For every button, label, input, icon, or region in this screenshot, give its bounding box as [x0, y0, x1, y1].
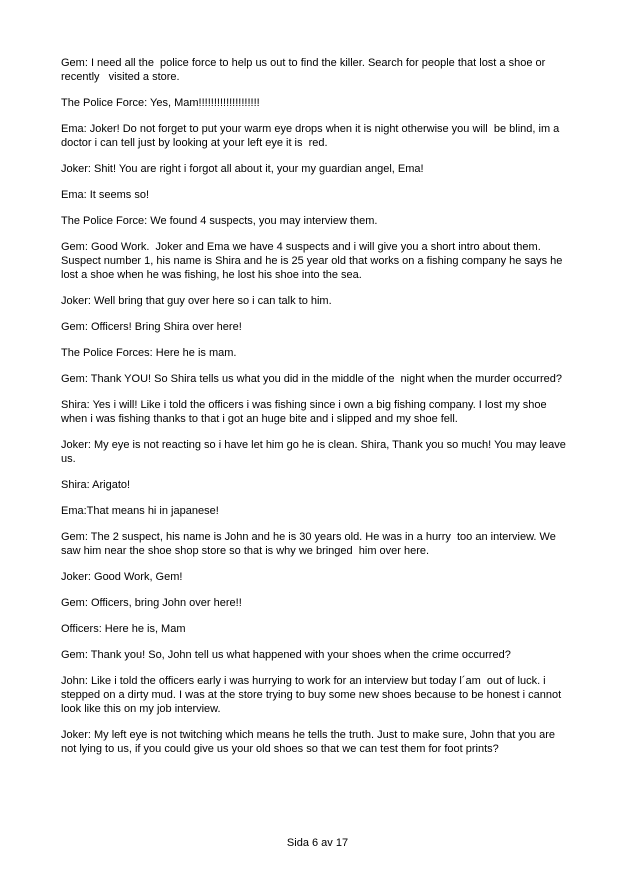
dialogue-line: Joker: My left eye is not twitching which means he tells the truth. Just to make sure, John that you are not lying to us, if you could give us your old shoes so that we can test them for foot prints? [61, 729, 559, 755]
dialogue-line: Gem: Good Work. Joker and Ema we have 4 suspects and i will give you a short intro about them. Suspect number 1, his name is Shira and he is 25 year old that works on a fishing company he says he lost a shoe when he was fishing, he lost his shoe into the sea. [61, 241, 566, 281]
dialogue-line: Gem: Thank you! So, John tell us what happened with your shoes when the crime occurred? [61, 649, 511, 661]
dialogue-line: Joker: Well bring that guy over here so i can talk to him. [61, 295, 332, 307]
dialogue-line: Shira: Arigato! [61, 479, 131, 491]
dialogue-line: The Police Force: Yes, Mam!!!!!!!!!!!!!!!!!!!! [61, 97, 260, 109]
dialogue-line: Gem: Officers! Bring Shira over here! [61, 321, 242, 333]
dialogue-line: Gem: I need all the police force to help us out to find the killer. Search for people that lost a shoe or recently visited a store. [61, 57, 549, 83]
page-number: Sida 6 av 17 [286, 837, 349, 849]
dialogue-line: John: Like i told the officers early i was hurrying to work for an interview but today l´am out of luck. i stepped on a dirty mud. I was at the store trying to buy some new shoes because to be honest i cannot look like this on my job interview. [61, 675, 565, 715]
dialogue-line: Gem: Thank YOU! So Shira tells us what you did in the middle of the night when the murder occurred? [61, 373, 562, 385]
dialogue-line: The Police Forces: Here he is mam. [61, 347, 237, 359]
dialogue-line: Ema:That means hi in japanese! [61, 505, 219, 517]
dialogue-line: Joker: Good Work, Gem! [61, 571, 183, 583]
dialogue-line: Ema: It seems so! [61, 189, 150, 201]
dialogue-line: Officers: Here he is, Mam [61, 623, 186, 635]
dialogue-body [61, 56, 573, 768]
dialogue-line: Gem: Officers, bring John over here!! [61, 597, 242, 609]
dialogue-line: Shira: Yes i will! Like i told the officers i was fishing since i own a big fishing company. I lost my shoe when i was fishing thanks to that i got an huge bite and i slipped and my shoe fell. [61, 399, 550, 425]
dialogue-line: Gem: The 2 suspect, his name is John and he is 30 years old. He was in a hurry too an interview. We saw him near the shoe shop store so that is why we bringed him over here. [61, 531, 559, 557]
dialogue-line: Joker: Shit! You are right i forgot all about it, your my guardian angel, Ema! [61, 163, 424, 175]
dialogue-line: The Police Force: We found 4 suspects, you may interview them. [61, 215, 378, 227]
dialogue-line: Ema: Joker! Do not forget to put your warm eye drops when it is night otherwise you will be blind, im a doctor i can tell just by looking at your left eye it is red. [61, 123, 563, 149]
dialogue-line: Joker: My eye is not reacting so i have let him go he is clean. Shira, Thank you so much! You may leave us. [61, 439, 569, 465]
